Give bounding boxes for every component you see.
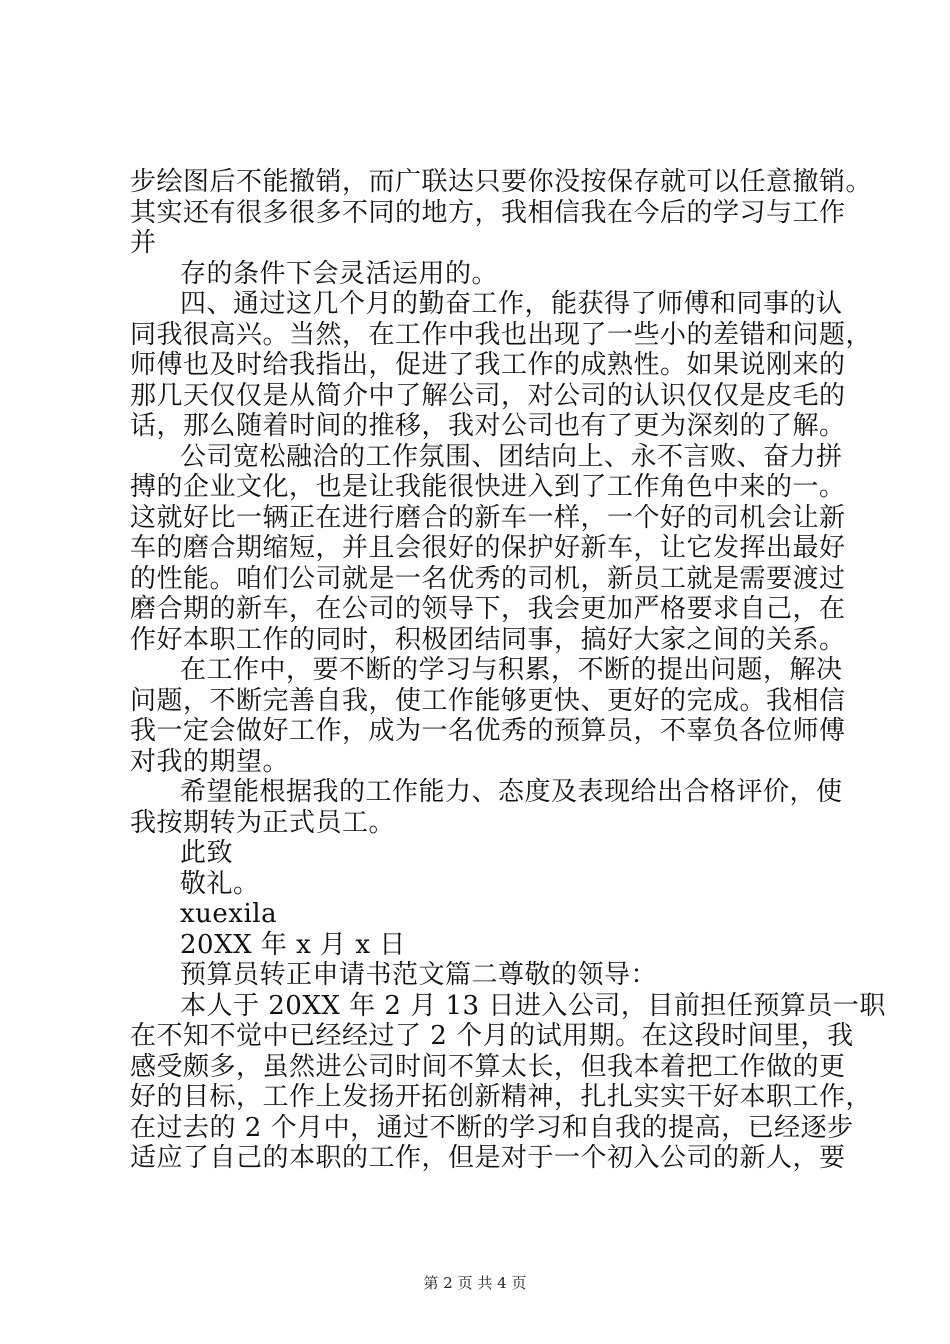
text-line: xuexila (180, 899, 278, 929)
text-line: 在工作中，要不断的学习与积累，不断的提出问题，解决 (180, 655, 843, 685)
text-line: 步绘图后不能撤销，而广联达只要你没按保存就可以任意撤销。 (130, 167, 873, 197)
text-line: 那几天仅仅是从简介中了解公司，对公司的认识仅仅是皮毛的 (130, 380, 846, 411)
text-line: 四、通过这几个月的勤奋工作，能获得了师傅和同事的认 (180, 289, 843, 319)
text-line: 预算员转正申请书范文篇二尊敬的领导： (180, 960, 658, 990)
text-line: 作好本职工作的同时，积极团结同事，搞好大家之间的关系。 (130, 624, 846, 655)
text-line: 的性能。咱们公司就是一名优秀的司机，新员工就是需要渡过 (130, 563, 846, 594)
text-line: 20XX 年 x 月 x 日 (180, 929, 406, 960)
text-line: 磨合期的新车，在公司的领导下，我会更加严格要求自己，在 (130, 594, 846, 624)
text-line: 适应了自己的本职的工作，但是对于一个初入公司的新人，要 (130, 1143, 846, 1173)
text-line: 此致 (180, 838, 234, 868)
text-line: 在过去的 2 个月中，通过不断的学习和自我的提高，已经逐步 (130, 1112, 854, 1143)
page-footer: 第 2 页 共 4 页 (423, 1274, 527, 1292)
text-line: 公司宽松融洽的工作氛围、团结向上、永不言败、奋力拼 (180, 441, 843, 472)
text-line: 同我很高兴。当然，在工作中我也出现了一些小的差错和问题， (130, 319, 873, 350)
text-line: 希望能根据我的工作能力、态度及表现给出合格评价，使 (180, 777, 843, 807)
text-line: 本人于 20XX 年 2 月 13 日进入公司，目前担任预算员一职 (180, 990, 886, 1021)
text-line: 并 (130, 228, 157, 258)
text-line: 在不知不觉中已经经过了 2 个月的试用期。在这段时间里，我 (130, 1021, 854, 1051)
text-line: 师傅也及时给我指出，促进了我工作的成熟性。如果说刚来的 (130, 350, 846, 380)
text-line: 搏的企业文化，也是让我能很快进入到了工作角色中来的一。 (130, 472, 846, 502)
text-line: 我按期转为正式员工。 (130, 807, 396, 838)
text-line: 感受颇多，虽然进公司时间不算太长，但我本着把工作做的更 (130, 1051, 846, 1082)
text-line: 话，那么随着时间的推移，我对公司也有了更为深刻的了解。 (130, 411, 846, 441)
text-line: 其实还有很多很多不同的地方，我相信我在今后的学习与工作 (130, 197, 846, 228)
text-line: 我一定会做好工作，成为一名优秀的预算员，不辜负各位师傅 (130, 716, 846, 746)
text-line: 存的条件下会灵活运用的。 (180, 258, 499, 289)
text-line: 这就好比一辆正在进行磨合的新车一样，一个好的司机会让新 (130, 502, 846, 533)
text-line: 问题，不断完善自我，使工作能够更快、更好的完成。我相信 (130, 685, 846, 716)
text-line: 敬礼。 (180, 868, 260, 899)
text-line: 好的目标，工作上发扬开拓创新精神，扎扎实实干好本职工作， (130, 1082, 873, 1112)
text-line: 对我的期望。 (130, 746, 290, 777)
text-line: 车的磨合期缩短，并且会很好的保护好新车，让它发挥出最好 (130, 533, 846, 563)
